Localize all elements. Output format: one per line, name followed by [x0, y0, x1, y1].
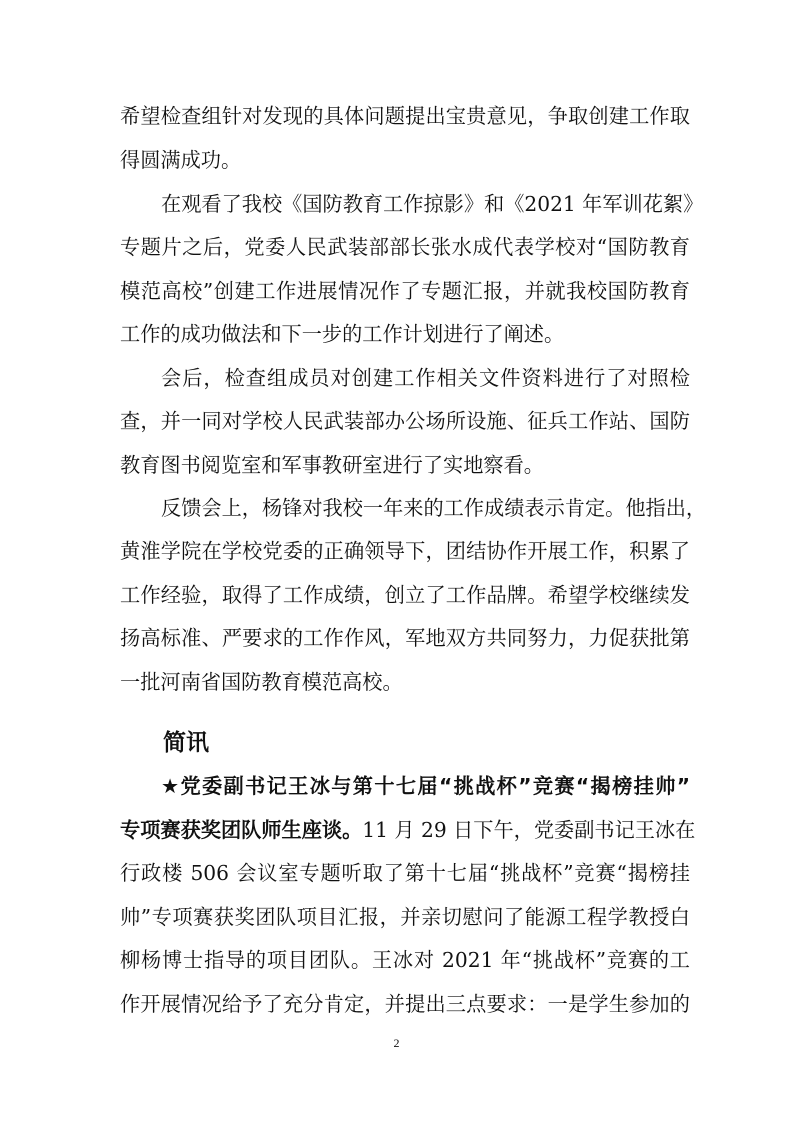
body-text-line: 查，并一同对学校人民武装部办公场所设施、征兵工作站、国防: [120, 409, 690, 433]
body-text-line: 专题片之后，党委人民武装部部长张水成代表学校对“国防教育: [120, 235, 690, 259]
news-body-line: 帅”专项赛获奖团队项目汇报，并亲切慰问了能源工程学教授白: [120, 905, 690, 929]
news-body-line: 行政楼 506 会议室专题听取了第十七届“挑战杯”竞赛“揭榜挂: [120, 861, 690, 885]
news-body-line: 作开展情况给予了充分肯定，并提出三点要求：一是学生参加的: [120, 992, 690, 1016]
body-text-line: 工作的成功做法和下一步的工作计划进行了阐述。: [120, 322, 565, 346]
section-heading: 简讯: [163, 730, 209, 756]
body-text-line: 在观看了我校《国防教育工作掠影》和《2021 年军训花絮》: [161, 192, 704, 216]
body-text-line: 工作经验，取得了工作成绩，创立了工作品牌。希望学校继续发: [120, 583, 690, 607]
body-text-line: 一批河南省国防教育模范高校。: [120, 670, 403, 694]
body-text-line: 教育图书阅览室和军事教研室进行了实地察看。: [120, 453, 544, 477]
body-text-line: 黄淮学院在学校党委的正确领导下，团结协作开展工作，积累了: [120, 539, 690, 563]
body-text-line: 扬高标准、严要求的工作作风，军地双方共同努力，力促获批第: [120, 626, 690, 650]
news-headline-end: 专项赛获奖团队师生座谈。: [120, 818, 363, 842]
page-number: 2: [393, 1036, 400, 1050]
news-headline-line: ★党委副书记王冰与第十七届“挑战杯”竞赛“揭榜挂帅”: [161, 774, 690, 798]
body-text-line: 模范高校”创建工作进展情况作了专题汇报，并就我校国防教育: [120, 279, 690, 303]
body-text-line: 希望检查组针对发现的具体问题提出宝贵意见，争取创建工作取: [120, 104, 690, 128]
body-text-line: 反馈会上，杨锋对我校一年来的工作成绩表示肯定。他指出，: [161, 496, 707, 520]
news-headline-line: [120, 812, 696, 848]
body-text-line: 得圆满成功。: [120, 148, 242, 172]
body-text-line: 会后，检查组成员对创建工作相关文件资料进行了对照检: [161, 366, 690, 390]
news-body-start: 11 月 29 日下午，党委副书记王冰在: [362, 818, 696, 842]
news-body-line: 柳杨博士指导的项目团队。王冰对 2021 年“挑战杯”竞赛的工: [120, 948, 690, 972]
